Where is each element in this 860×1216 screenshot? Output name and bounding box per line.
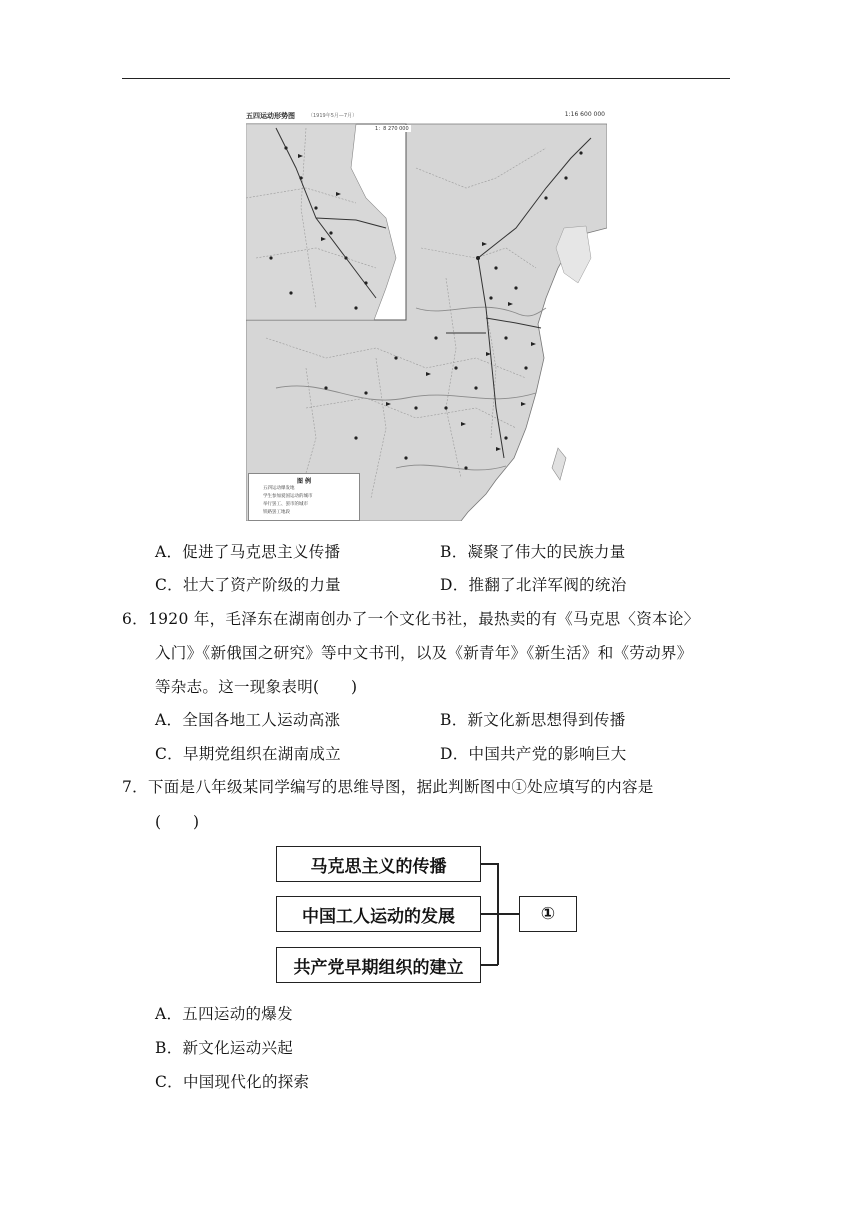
mindmap-box-target: ① <box>519 896 577 932</box>
legend-item: 铁路罢工地段 <box>263 510 290 515</box>
q6-stem-line1: 6．1920 年，毛泽东在湖南创办了一个文化书社，最热卖的有《马克思〈资本论〉 <box>122 610 700 628</box>
map-legend <box>248 473 360 521</box>
legend-title: 图 例 <box>296 478 312 485</box>
q6-stem-line2: 入门》《新俄国之研究》等中文书刊，以及《新青年》《新生活》和《劳动界》 <box>155 644 693 662</box>
q6-option-a: A．全国各地工人运动高涨 <box>155 711 341 729</box>
mindmap-box-party-groups: 共产党早期组织的建立 <box>276 947 481 983</box>
map-title: 五四运动形势图 <box>246 112 295 120</box>
q5-option-d: D．推翻了北洋军阀的统治 <box>440 576 627 594</box>
q7-stem-line2: ( ) <box>155 813 200 831</box>
legend-item: 学生参加爱国运动的城市 <box>263 494 313 499</box>
q7-option-c: C．中国现代化的探索 <box>155 1073 310 1091</box>
q7-option-a: A．五四运动的爆发 <box>155 1005 293 1023</box>
q6-option-d: D．中国共产党的影响巨大 <box>440 745 627 763</box>
legend-item: 五四运动爆发地 <box>263 486 295 491</box>
q5-option-c: C．壮大了资产阶级的力量 <box>155 576 341 594</box>
map-scale: 1:16 600 000 <box>564 111 605 118</box>
mindmap-connector <box>481 863 498 865</box>
q7-option-b: B．新文化运动兴起 <box>155 1039 294 1057</box>
mindmap-connector <box>481 913 498 915</box>
header-rule <box>122 78 730 79</box>
q6-stem-line3: 等杂志。这一现象表明( ) <box>155 678 358 696</box>
q5-option-b: B．凝聚了伟大的民族力量 <box>440 543 626 561</box>
mindmap-connector <box>481 964 498 966</box>
may-fourth-map <box>246 108 607 521</box>
mindmap-box-marxism: 马克思主义的传播 <box>276 846 481 882</box>
inset-scale: 1：8 270 000 <box>375 126 409 132</box>
map-graphic <box>246 108 607 521</box>
mindmap-connector <box>497 913 520 915</box>
q5-option-a: A．促进了马克思主义传播 <box>155 543 341 561</box>
q7-stem-line1: 7．下面是八年级某同学编写的思维导图，据此判断图中①处应填写的内容是 <box>122 778 654 796</box>
q6-option-c: C．早期党组织在湖南成立 <box>155 745 341 763</box>
mindmap-box-labor-movement: 中国工人运动的发展 <box>276 896 481 932</box>
map-subtitle: （1919年5月—7月） <box>308 113 358 119</box>
q6-option-b: B．新文化新思想得到传播 <box>440 711 626 729</box>
legend-item: 举行罢工、罢市的城市 <box>263 502 308 507</box>
